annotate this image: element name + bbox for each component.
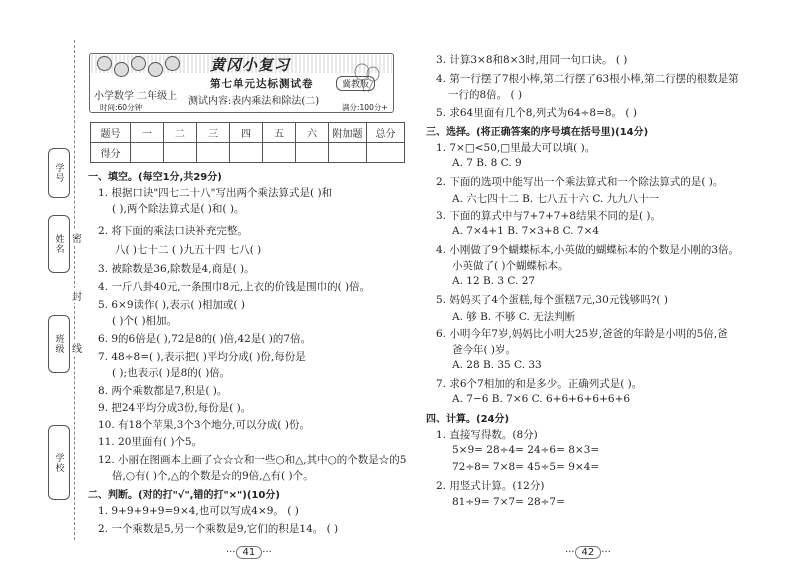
student-id-label: 学号 [48,148,70,198]
table-cell: 题号 [91,123,131,143]
question-text: 2. 一个乘数是5,另一个乘数是9,它们的积是14。 ( ) [98,523,339,535]
seal-word-2: 封 [72,288,82,303]
score-field[interactable] [367,143,405,163]
option-row: A. 7−6 B. 7×6 C. 6+6+6+6+6+6 [452,393,631,405]
question-text: 10. 有18个苹果,3个3个地分,可以分成( )份。 [98,419,310,431]
score-field[interactable] [329,143,367,163]
option-row: A. 7×4+1 B. 7×3+8 C. 7×4 [452,225,600,237]
question-text: 八( )七十二 ( )九五十四 七八( ) [115,244,262,256]
class-label: 班级 [48,315,70,373]
score-field[interactable] [197,143,230,163]
question-text: 2. 用竖式计算。(12分) [436,480,545,492]
question-text: 9. 把24平均分成3份,每份是( )。 [98,402,252,414]
question-text: 5. 求64里面有几个8,列式为64÷8=8。 ( ) [436,107,637,119]
score-field[interactable] [263,143,296,163]
option-row: A. 六七四十二 B. 七八五十六 C. 九九八十一 [452,193,660,205]
edition-badge: 冀教版 [336,76,375,91]
question-text: 7. 求6个7相加的和是多少。正确列式是( )。 [436,378,643,390]
question-text: 1. 7×□<50,□里最大可以填( )。 [436,142,596,154]
table-row [91,143,405,163]
score-field[interactable] [164,143,197,163]
page-number-left: ··· 41 ··· [226,547,272,558]
question-text: 1. 直接写得数。(8分) [436,429,538,441]
score-field[interactable] [296,143,329,163]
exam-title: 第七单元达标测试卷 [210,78,314,90]
score-table [90,122,405,163]
seal-word-3: 线 [72,340,82,355]
question-text: 爸今年( )岁。 [452,344,517,356]
question-text: 6. 9的6倍是( ),72是8的( )倍,42是( )的7倍。 [98,333,312,345]
children-illustration [97,56,197,86]
page-number-right: ··· 42 ··· [565,547,611,558]
question-text: 5. 6×9读作( ),表示( )相加或( ) [98,299,245,311]
test-content: 测试内容:表内乘法和除法(二) [188,96,320,107]
question-text: 倍,○有( )个,△的个数是☆的9倍,△有( )个。 [112,470,314,482]
table-row [91,123,405,143]
question-text: 4. 第一行摆了7根小棒,第二行摆了63根小棒,第二行摆的根数是第 [436,73,739,85]
option-row: A. 够 B. 不够 C. 无法判断 [452,311,576,323]
question-text: 一行的8倍。 ( ) [448,89,523,101]
table-cell: 总分 [367,123,405,143]
question-text: 11. 20里面有( )个5。 [98,436,203,448]
school-label: 学校 [48,425,70,500]
table-cell: 四 [230,123,263,143]
table-cell: 得分 [91,143,131,163]
question-text: 12. 小丽在图画本上画了☆☆☆和一些○和△,其中○的个数是☆的5 [98,454,407,466]
question-text: 小英做了( )个蝴蝶标本。 [452,260,569,272]
question-text: 2. 下面的选项中能写出一个乘法算式和一个除法算式的是( )。 [436,176,724,188]
option-row: A. 12 B. 3 C. 27 [452,275,536,287]
table-cell: 六 [296,123,329,143]
full-score: 满分:100分+ [342,103,388,112]
table-cell: 五 [263,123,296,143]
time-limit: 时间:60分钟 [100,103,143,112]
score-field[interactable] [131,143,164,163]
question-text: 5. 妈妈买了4个蛋糕,每个蛋糕7元,30元钱够吗?( ) [436,294,668,306]
brand-logo: 黄冈小复习 [210,56,291,74]
question-text: 8. 两个乘数都是7,积是( )。 [98,385,228,397]
table-cell: 一 [131,123,164,143]
option-row: A. 28 B. 35 C. 33 [452,359,542,371]
subject-grade: 小学数学 二年级上 [94,91,178,102]
question-text: 4. 小刚做了9个蝴蝶标本,小英做的蝴蝶标本的个数是小刚的3倍。 [436,244,740,256]
question-text: 3. 计算3×8和8×3时,用同一句口诀。 ( ) [436,54,628,66]
section-3-heading: 三、选择。(将正确答案的序号填在括号里)(14分) [426,127,649,138]
question-text: 4. 一斤八卦40元,一条围巾8元,上衣的价钱是围巾的( )倍。 [98,281,371,293]
option-row: A. 7 B. 8 C. 9 [452,157,522,169]
question-text: 2. 将下面的乘法口诀补充完整。 [98,225,248,237]
question-text: 3. 下面的算式中与7+7+7+8结果不同的是( )。 [436,210,662,222]
score-field[interactable] [230,143,263,163]
question-text: 1. 9+9+9+9=9×4,也可以写成4×9。 ( ) [98,505,299,517]
question-text: ( );也表示( )是8的( )倍。 [112,367,231,379]
calc-row: 81÷9= 7×7= 28÷7= [452,496,565,508]
section-4-heading: 四、计算。(24分) [426,414,510,425]
table-cell: 三 [197,123,230,143]
question-text: 1. 根据口诀"四七二十八"写出两个乘法算式是( )和 [98,187,333,199]
calc-row: 5×9= 28÷4= 24÷6= 8×3= [452,444,600,456]
table-cell: 附加题 [329,123,367,143]
table-cell: 二 [164,123,197,143]
question-text: 6. 小明今年7岁,妈妈比小明大25岁,爸爸的年龄是小明的5倍,爸 [436,328,728,340]
question-text: 3. 被除数是36,除数是4,商是( )。 [98,263,255,275]
section-2-heading: 二、判断。(对的打"√",错的打"×")(10分) [88,490,280,501]
question-text: 7. 48÷8=( ),表示把( )平均分成( )份,每份是 [98,351,306,363]
section-1-heading: 一、填空。(每空1分,共29分) [88,172,222,183]
question-text: ( )个( )相加。 [112,315,178,327]
name-label: 姓名 [48,215,70,273]
seal-word-1: 密 [72,230,82,245]
calc-row: 72÷8= 7×8= 45÷5= 9×4= [452,461,600,473]
question-text: ( ),两个除法算式是( )和( )。 [112,203,245,215]
